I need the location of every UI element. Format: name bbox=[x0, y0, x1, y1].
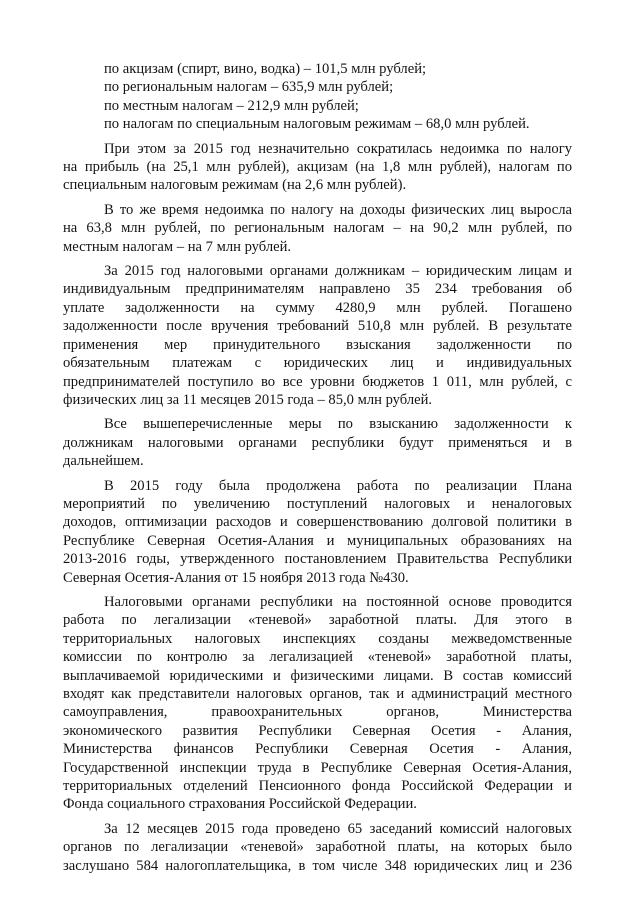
text-line: Государственной инспекции труда в Республике Северная Осетия-Алания, bbox=[63, 759, 572, 776]
text-line: экономического развития Республики Северная Осетия - Алания, bbox=[63, 722, 572, 739]
text-line: При этом за 2015 год незначительно сократилась недоимка по налогу bbox=[104, 140, 572, 157]
text-line: За 12 месяцев 2015 года проведено 65 заседаний комиссий налоговых bbox=[104, 820, 572, 837]
text-line: должникам налоговыми органами республики будут применяться и в bbox=[63, 434, 572, 451]
text-line: Все вышеперечисленные меры по взысканию задолженности к bbox=[104, 416, 572, 433]
text-line: предпринимателей поступило во все уровни бюджетов 1 011, млн рублей, с bbox=[63, 373, 572, 390]
text-line: местным налогам – на 7 млн рублей. bbox=[63, 238, 292, 255]
text-line: уплате задолженности на сумму 4280,9 млн рублей. Погашено bbox=[63, 299, 572, 316]
text-line: органов по легализации «теневой» заработной платы, на которых было bbox=[63, 839, 572, 856]
text-line: специальным налоговым режимам (на 2,6 млн рублей). bbox=[63, 177, 407, 194]
text-line: на прибыль (на 25,1 млн рублей), акцизам (на 1,8 млн рублей), налогам по bbox=[63, 159, 572, 176]
paragraph-measures bbox=[63, 415, 572, 470]
paragraph-personal-income bbox=[63, 201, 572, 256]
text-line: физических лиц за 11 месяцев 2015 года – 85,0 млн рублей. bbox=[63, 391, 433, 408]
text-line: территориальных налоговых инспекциях созданы межведомственные bbox=[63, 630, 572, 647]
text-line: обязательным платежам с юридических лиц и индивидуальных bbox=[63, 355, 572, 372]
text-line: доходов, оптимизации расходов и совершенствованию долговой политики в bbox=[63, 514, 572, 531]
text-line: на 63,8 млн рублей, по региональным налогам – на 90,2 млн рублей, по bbox=[63, 220, 572, 237]
text-line: задолженности после вручения требований 510,8 млн рублей. В результате bbox=[63, 318, 572, 335]
text-line: мероприятий по увеличению поступлений налоговых и неналоговых bbox=[63, 495, 572, 512]
text-line: применения мер принудительного взыскания задолженности по bbox=[63, 336, 572, 353]
debt-list bbox=[63, 60, 572, 134]
text-line: выплачиваемой юридическими и физическими лицами. В состав комиссий bbox=[63, 667, 572, 684]
text-line: Министерства финансов Республики Северная Осетия - Алания, bbox=[63, 741, 572, 758]
list-item: по акцизам (спирт, вино, водка) – 101,5 млн рублей; bbox=[104, 61, 427, 77]
text-line: 2013-2016 годы, утвержденного постановлением Правительства Республики bbox=[63, 551, 572, 568]
text-line: Северная Осетия-Алания от 15 ноября 2013 года №430. bbox=[63, 569, 409, 586]
text-line: индивидуальным предпринимателям направлено 35 234 требования об bbox=[63, 281, 572, 298]
paragraph-debtors bbox=[63, 262, 572, 409]
list-item: по налогам по специальным налоговым режимам – 68,0 млн рублей. bbox=[104, 116, 530, 133]
text-line: территориальных отделений Пенсионного фонда Российской Федерации и bbox=[63, 778, 572, 795]
document-page bbox=[63, 60, 572, 875]
text-line: Налоговыми органами республики на постоянной основе проводится bbox=[104, 593, 572, 610]
text-line: дальнейшем. bbox=[63, 453, 144, 470]
text-line: Фонда социального страхования Российской Федерации. bbox=[63, 796, 417, 813]
text-line: входят как представители налоговых органов, так и администраций местного bbox=[63, 686, 572, 702]
paragraph-commissions bbox=[63, 820, 572, 875]
paragraph-profit-tax bbox=[63, 140, 572, 195]
text-line: самоуправления, правоохранительных органов, Министерства bbox=[63, 704, 572, 721]
paragraph-plan bbox=[63, 477, 572, 587]
text-line: комиссии по контролю за легализацией «теневой» заработной платы, bbox=[63, 649, 572, 666]
text-line: работа по легализации «теневой» заработной платы. Для этого в bbox=[63, 612, 572, 629]
text-line: В 2015 году была продолжена работа по реализации Плана bbox=[104, 477, 572, 494]
text-line: В то же время недоимка по налогу на доходы физических лиц выросла bbox=[104, 201, 572, 218]
paragraph-shadow-wages bbox=[63, 593, 572, 814]
text-line: За 2015 год налоговыми органами должникам – юридическим лицам и bbox=[104, 263, 572, 280]
list-item: по региональным налогам – 635,9 млн рублей; bbox=[104, 79, 394, 96]
list-item: по местным налогам – 212,9 млн рублей; bbox=[104, 97, 359, 114]
text-line: заслушано 584 налогоплательщика, в том числе 348 юридических лиц и 236 bbox=[63, 857, 572, 874]
text-line: Республике Северная Осетия-Алания и муниципальных образованиях на bbox=[63, 532, 572, 549]
